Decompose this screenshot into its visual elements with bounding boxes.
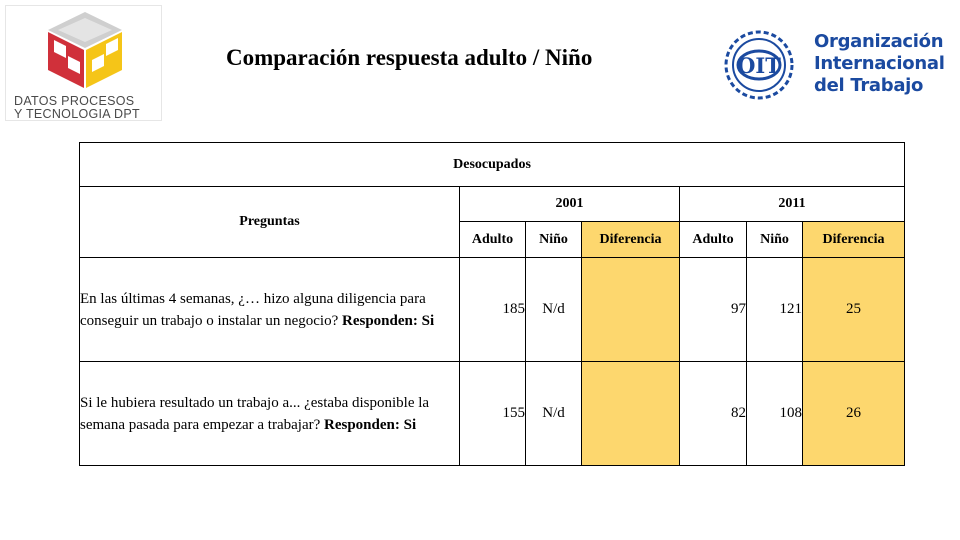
page-title: Comparación respuesta adulto / Niño (226, 45, 593, 70)
group-header: Desocupados (80, 143, 905, 187)
subcol-diferencia-2001: Diferencia (582, 222, 680, 258)
question-cell (80, 362, 460, 466)
value-diferencia-2001 (582, 362, 680, 466)
logo-line-2: Y TECNOLOGIA DPT (14, 107, 140, 121)
question-answer-label: Responden: Si (342, 312, 435, 329)
value-nino-2011: 108 (747, 362, 803, 466)
cube-logo-icon (40, 10, 130, 90)
question-text: En las últimas 4 semanas, ¿… hizo alguna diligencia para conseguir un trabajo o instalar un negocio? (80, 290, 426, 329)
comparison-table (79, 142, 905, 466)
value-adulto-2001: 185 (460, 258, 526, 362)
year-header-2001: 2001 (460, 187, 680, 222)
year-header-2011: 2011 (680, 187, 905, 222)
oit-logo (714, 28, 954, 102)
value-adulto-2011: 97 (680, 258, 747, 362)
question-answer-label: Responden: Si (324, 416, 417, 433)
value-nino-2001: N/d (526, 258, 582, 362)
value-adulto-2001: 155 (460, 362, 526, 466)
table-row (80, 362, 905, 466)
logo-line-1: DATOS PROCESOS (14, 94, 135, 108)
subcol-nino-2011: Niño (747, 222, 803, 258)
oit-line-1: Organización (814, 31, 944, 52)
subcol-diferencia-2011: Diferencia (803, 222, 905, 258)
value-adulto-2011: 82 (680, 362, 747, 466)
question-cell (80, 258, 460, 362)
question-text: Si le hubiera resultado un trabajo a... ¿estaba disponible la semana pasada para empezar a trabajar? (80, 394, 430, 433)
subcol-nino-2001: Niño (526, 222, 582, 258)
table-row (80, 258, 905, 362)
oit-emblem-text: OIT (737, 53, 781, 78)
value-diferencia-2011: 25 (803, 258, 905, 362)
value-diferencia-2001 (582, 258, 680, 362)
oit-emblem-icon (714, 28, 804, 102)
questions-header: Preguntas (80, 187, 460, 258)
value-nino-2011: 121 (747, 258, 803, 362)
dpt-logo (5, 5, 162, 121)
subcol-adulto-2011: Adulto (680, 222, 747, 258)
oit-line-3: del Trabajo (814, 75, 924, 96)
oit-line-2: Internacional (814, 53, 945, 74)
value-diferencia-2011: 26 (803, 362, 905, 466)
subcol-adulto-2001: Adulto (460, 222, 526, 258)
value-nino-2001: N/d (526, 362, 582, 466)
